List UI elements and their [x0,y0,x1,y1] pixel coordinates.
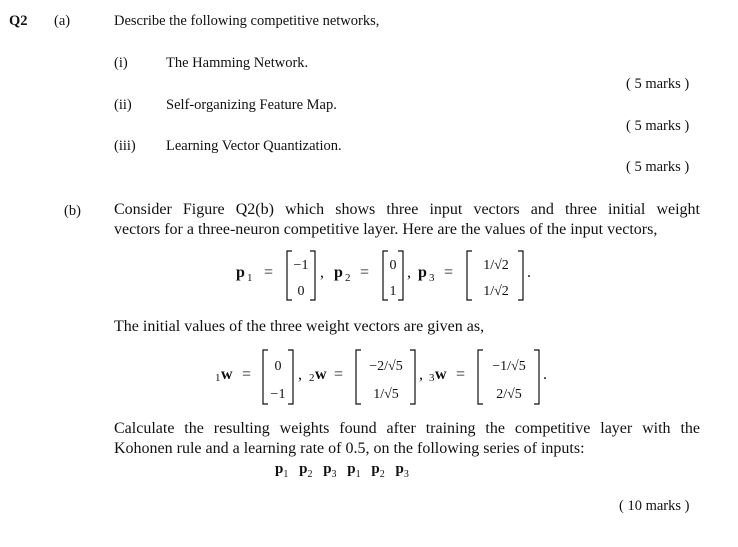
part-b-intro-line2: vectors for a three-neuron competitive layer. Here are the values of the input vectors, [114,221,658,238]
input-series [275,461,409,480]
w3-top: −1/√5 [492,359,526,374]
weight-vectors-equation [0,343,738,409]
comma-2: , [407,264,411,281]
w1-equals: = [242,366,252,383]
p2-right-bracket [398,251,403,300]
series-item: $p_3$ [395,461,409,480]
p2-equals: = [360,264,370,281]
p2-subscript: 2 [345,272,351,284]
p1-subscript: 1 [247,272,253,284]
part-b-marks: ( 10 marks ) [619,498,690,514]
w2-top: −2/√5 [369,359,403,374]
w1-bottom: −1 [270,387,286,402]
item-ii-text: Self-organizing Feature Map. [166,97,337,113]
calc-line2: Kohonen rule and a learning rate of 0.5, on the following series of inputs: [114,440,585,457]
w2-equals: = [334,366,344,383]
input-vectors-equation [0,245,738,307]
p1-top: −1 [293,258,309,273]
comma-3: , [298,366,302,383]
series-item: $p_2$ [371,461,385,480]
period-1: . [527,264,531,281]
p2-symbol: p [334,264,343,281]
comma-1: , [320,264,324,281]
period-2: . [543,366,547,383]
p1-symbol: p [236,264,245,281]
p3-right-bracket [518,251,523,300]
series-item: $p_3$ [323,461,337,480]
item-ii-marks: ( 5 marks ) [626,118,690,134]
item-iii-marks: ( 5 marks ) [626,159,690,175]
item-iii-text: Learning Vector Quantization. [166,138,342,154]
p3-equals: = [444,264,454,281]
item-i-text: The Hamming Network. [166,55,309,71]
p3-left-bracket [467,251,472,300]
item-i-marks: ( 5 marks ) [626,76,690,92]
part-a-label: (a) [54,13,71,29]
w2-left-bracket [356,350,361,404]
p2-left-bracket [383,251,388,300]
part-b-label: (b) [64,203,81,219]
series-item: $p_1$ [275,461,289,480]
p3-subscript: 3 [429,272,435,284]
w3-equals: = [456,366,466,383]
series-item: $p_1$ [347,461,361,480]
w2-symbol: w [315,366,327,383]
w3-left-bracket [478,350,483,404]
p1-left-bracket [287,251,292,300]
w1-top: 0 [274,359,282,374]
w2-prescript: 2 [309,372,315,384]
calc-line1: Calculate the resulting weights found after training the competitive layer with the [114,420,700,437]
question-number: Q2 [9,13,28,29]
p1-bottom: 0 [297,284,305,299]
w3-right-bracket [534,350,539,404]
item-iii-roman: (iii) [114,138,136,154]
p1-equals: = [264,264,274,281]
series-item: $p_2$ [299,461,313,480]
p2-bottom: 1 [389,284,397,299]
p3-bottom: 1/√2 [483,284,509,299]
p1-right-bracket [310,251,315,300]
w3-prescript: 3 [429,372,435,384]
p3-symbol: p [418,264,427,281]
w2-right-bracket [410,350,415,404]
w1-symbol: w [221,366,233,383]
p2-top: 0 [389,258,397,273]
part-a-prompt: Describe the following competitive networks, [114,13,380,29]
part-b-intro-line1: Consider Figure Q2(b) which shows three input vectors and three initial weight [114,201,700,218]
w1-right-bracket [288,350,293,404]
w2-bottom: 1/√5 [373,387,399,402]
comma-4: , [419,366,423,383]
w1-left-bracket [263,350,268,404]
w3-symbol: w [435,366,447,383]
item-i-roman: (i) [114,55,128,71]
w3-bottom: 2/√5 [496,387,522,402]
item-ii-roman: (ii) [114,97,132,113]
weights-intro: The initial values of the three weight vectors are given as, [114,318,485,335]
p3-top: 1/√2 [483,258,509,273]
w1-prescript: 1 [215,372,221,384]
